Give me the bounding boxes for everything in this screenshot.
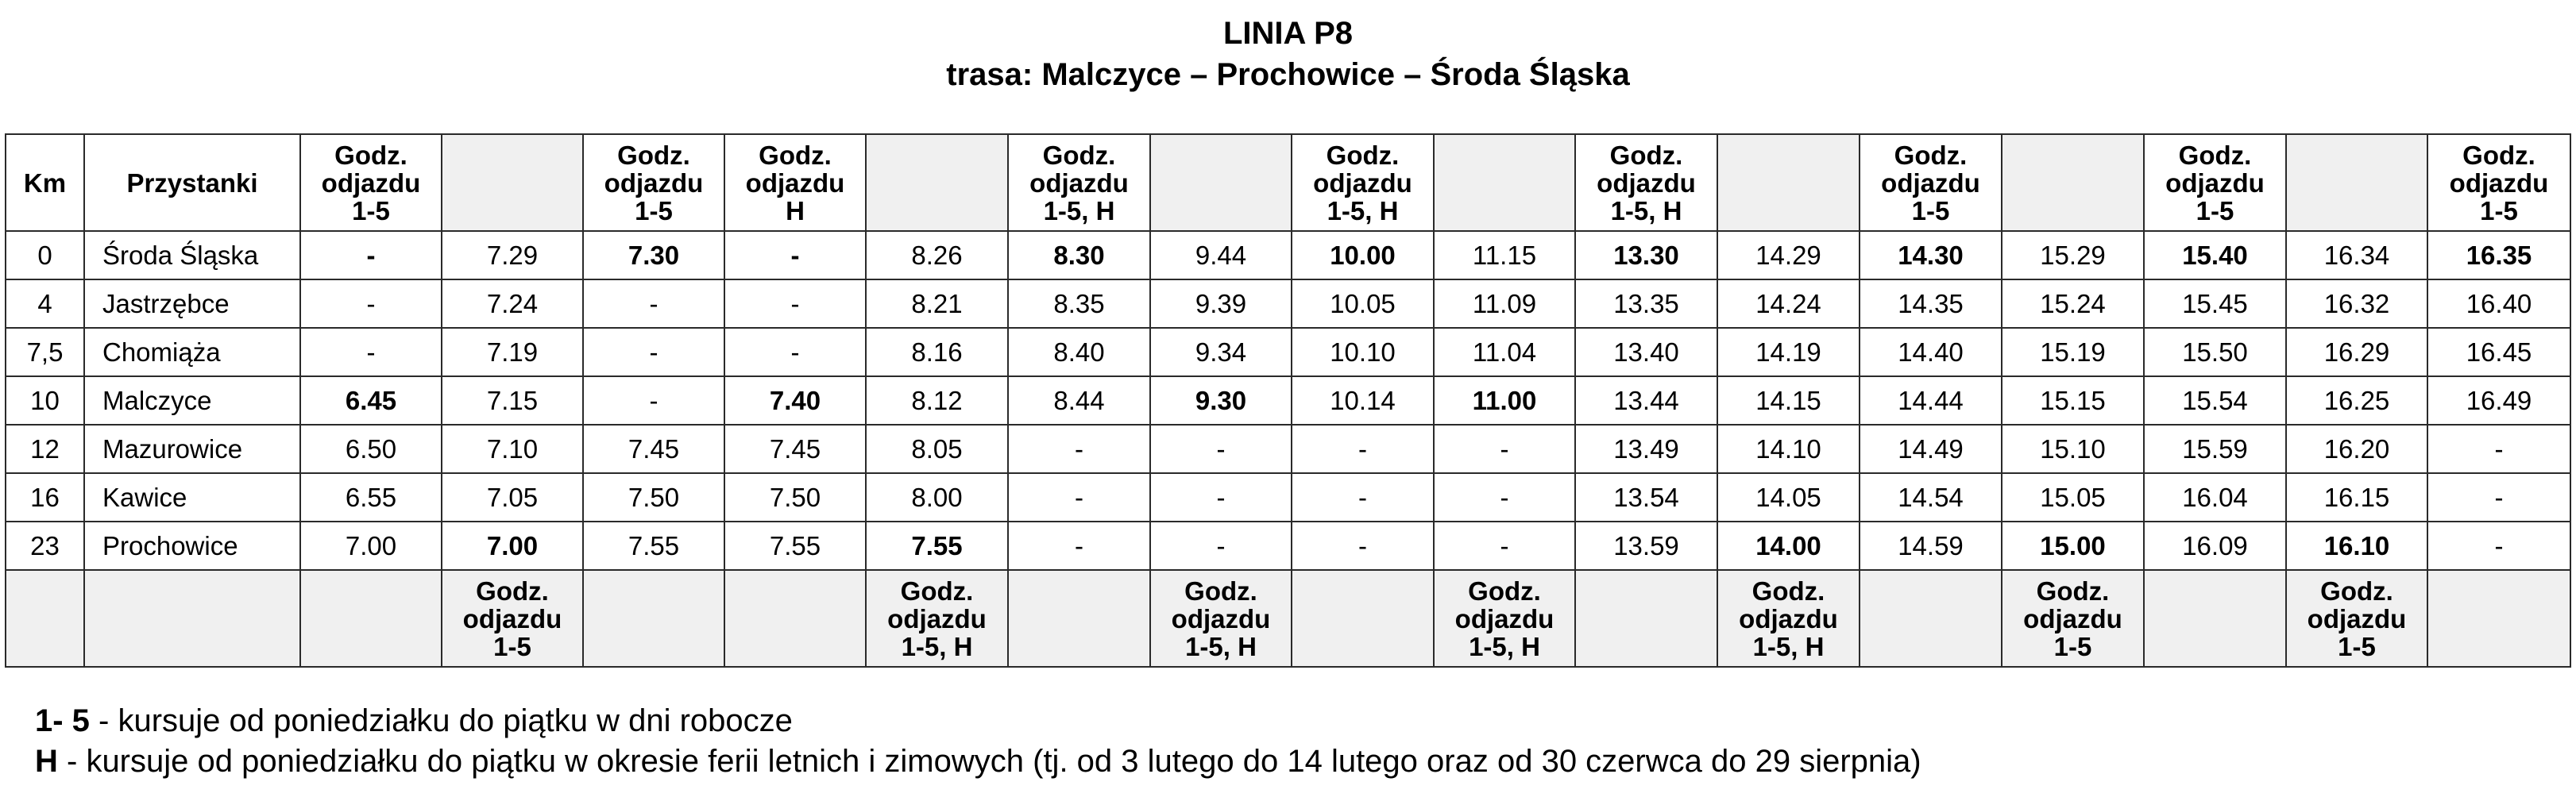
stop-name: Malczyce — [84, 376, 300, 425]
footer-blank — [6, 570, 84, 667]
table-row — [6, 231, 2570, 279]
time-cell: 13.30 — [1575, 231, 1717, 279]
km-cell: 7,5 — [6, 328, 84, 376]
time-cell: - — [1292, 522, 1434, 570]
time-cell: 16.10 — [2286, 522, 2427, 570]
time-cell: 15.24 — [2002, 279, 2144, 328]
time-cell: 14.24 — [1717, 279, 1860, 328]
table-row — [6, 328, 2570, 376]
time-cell: 8.16 — [866, 328, 1008, 376]
time-cell: 7.24 — [442, 279, 583, 328]
time-cell: 14.35 — [1860, 279, 2002, 328]
time-cell: 16.15 — [2286, 473, 2427, 522]
time-cell: 15.05 — [2002, 473, 2144, 522]
departure-header: Godz. odjazdu 1-5 — [2427, 134, 2570, 231]
time-cell: 7.55 — [583, 522, 724, 570]
km-cell: 16 — [6, 473, 84, 522]
stop-name: Jastrzębce — [84, 279, 300, 328]
table-row — [6, 522, 2570, 570]
time-cell: - — [1008, 473, 1150, 522]
time-cell: 11.00 — [1434, 376, 1575, 425]
stops-header: Przystanki — [84, 134, 300, 231]
time-cell: 8.12 — [866, 376, 1008, 425]
time-cell: - — [1434, 425, 1575, 473]
footer-blank — [724, 570, 866, 667]
time-cell: 15.29 — [2002, 231, 2144, 279]
footer-blank — [84, 570, 300, 667]
time-cell: 7.40 — [724, 376, 866, 425]
time-cell: 13.54 — [1575, 473, 1717, 522]
time-cell: - — [2427, 522, 2570, 570]
footer-blank — [2144, 570, 2286, 667]
table-row — [6, 473, 2570, 522]
time-cell: - — [1150, 473, 1292, 522]
time-cell: - — [1434, 522, 1575, 570]
time-cell: 14.05 — [1717, 473, 1860, 522]
time-cell: 16.35 — [2427, 231, 2570, 279]
time-cell: 15.54 — [2144, 376, 2286, 425]
footer-blank — [583, 570, 724, 667]
time-cell: 15.00 — [2002, 522, 2144, 570]
departure-header: Godz. odjazdu H — [724, 134, 866, 231]
time-cell: - — [1008, 522, 1150, 570]
time-cell: 16.09 — [2144, 522, 2286, 570]
time-cell: 7.15 — [442, 376, 583, 425]
page-title: LINIA P8 — [1223, 16, 1353, 51]
departure-footer: Godz. odjazdu 1-5 — [2002, 570, 2144, 667]
header-blank — [1717, 134, 1860, 231]
footer-blank — [1860, 570, 2002, 667]
route-subtitle: trasa: Malczyce – Prochowice – Środa Śląska — [946, 57, 1630, 92]
time-cell: 15.40 — [2144, 231, 2286, 279]
time-cell: 10.05 — [1292, 279, 1434, 328]
time-cell: - — [724, 328, 866, 376]
time-cell: 16.40 — [2427, 279, 2570, 328]
time-cell: 7.00 — [300, 522, 442, 570]
header-blank — [2286, 134, 2427, 231]
footer-blank — [300, 570, 442, 667]
time-cell: - — [583, 279, 724, 328]
time-cell: 16.29 — [2286, 328, 2427, 376]
time-cell: 15.50 — [2144, 328, 2286, 376]
time-cell: - — [1434, 473, 1575, 522]
time-cell: 13.35 — [1575, 279, 1717, 328]
time-cell: 14.19 — [1717, 328, 1860, 376]
header-blank — [2002, 134, 2144, 231]
time-cell: 8.00 — [866, 473, 1008, 522]
timetable — [5, 133, 2571, 668]
header-blank — [1434, 134, 1575, 231]
time-cell: 9.30 — [1150, 376, 1292, 425]
time-cell: - — [724, 279, 866, 328]
time-cell: 7.29 — [442, 231, 583, 279]
time-cell: 14.44 — [1860, 376, 2002, 425]
time-cell: 11.15 — [1434, 231, 1575, 279]
stop-name: Kawice — [84, 473, 300, 522]
time-cell: 7.45 — [724, 425, 866, 473]
time-cell: 16.34 — [2286, 231, 2427, 279]
time-cell: - — [1292, 425, 1434, 473]
legend-line-holidays — [35, 742, 1921, 780]
table-row — [6, 376, 2570, 425]
time-cell: 9.39 — [1150, 279, 1292, 328]
departure-footer: Godz. odjazdu 1-5, H — [866, 570, 1008, 667]
departure-footer: Godz. odjazdu 1-5, H — [1434, 570, 1575, 667]
time-cell: 10.14 — [1292, 376, 1434, 425]
time-cell: 10.00 — [1292, 231, 1434, 279]
time-cell: 8.21 — [866, 279, 1008, 328]
departure-header: Godz. odjazdu 1-5 — [1860, 134, 2002, 231]
footer-blank — [1292, 570, 1434, 667]
time-cell: 15.19 — [2002, 328, 2144, 376]
footer-blank — [1575, 570, 1717, 667]
time-cell: 14.10 — [1717, 425, 1860, 473]
time-cell: - — [2427, 473, 2570, 522]
time-cell: 13.44 — [1575, 376, 1717, 425]
stop-name: Środa Śląska — [84, 231, 300, 279]
time-cell: 7.00 — [442, 522, 583, 570]
header-row — [6, 134, 2570, 231]
time-cell: 11.04 — [1434, 328, 1575, 376]
time-cell: 11.09 — [1434, 279, 1575, 328]
time-cell: 6.55 — [300, 473, 442, 522]
departure-footer: Godz. odjazdu 1-5 — [442, 570, 583, 667]
time-cell: 14.15 — [1717, 376, 1860, 425]
departure-header: Godz. odjazdu 1-5 — [2144, 134, 2286, 231]
time-cell: 13.40 — [1575, 328, 1717, 376]
time-cell: 6.50 — [300, 425, 442, 473]
time-cell: 7.50 — [583, 473, 724, 522]
time-cell: 8.26 — [866, 231, 1008, 279]
time-cell: 14.30 — [1860, 231, 2002, 279]
km-header: Km — [6, 134, 84, 231]
time-cell: - — [1150, 425, 1292, 473]
time-cell: 16.45 — [2427, 328, 2570, 376]
time-cell: 16.25 — [2286, 376, 2427, 425]
time-cell: 7.30 — [583, 231, 724, 279]
time-cell: 15.10 — [2002, 425, 2144, 473]
time-cell: - — [1292, 473, 1434, 522]
time-cell: - — [583, 328, 724, 376]
time-cell: 7.55 — [866, 522, 1008, 570]
stop-name: Mazurowice — [84, 425, 300, 473]
stop-name: Prochowice — [84, 522, 300, 570]
departure-header: Godz. odjazdu 1-5, H — [1575, 134, 1717, 231]
time-cell: 15.45 — [2144, 279, 2286, 328]
header-blank — [866, 134, 1008, 231]
time-cell: 14.54 — [1860, 473, 2002, 522]
time-cell: 16.32 — [2286, 279, 2427, 328]
footer-blank — [2427, 570, 2570, 667]
time-cell: 15.15 — [2002, 376, 2144, 425]
footer-blank — [1008, 570, 1150, 667]
time-cell: 8.35 — [1008, 279, 1150, 328]
time-cell: - — [2427, 425, 2570, 473]
time-cell: - — [300, 328, 442, 376]
time-cell: 16.49 — [2427, 376, 2570, 425]
time-cell: 6.45 — [300, 376, 442, 425]
time-cell: 13.59 — [1575, 522, 1717, 570]
departure-header: Godz. odjazdu 1-5 — [300, 134, 442, 231]
departure-footer: Godz. odjazdu 1-5 — [2286, 570, 2427, 667]
stop-name: Chomiąża — [84, 328, 300, 376]
time-cell: 7.05 — [442, 473, 583, 522]
departure-header: Godz. odjazdu 1-5, H — [1008, 134, 1150, 231]
legend-line-weekdays — [35, 702, 793, 740]
departure-header: Godz. odjazdu 1-5 — [583, 134, 724, 231]
departure-footer: Godz. odjazdu 1-5, H — [1150, 570, 1292, 667]
time-cell: 7.45 — [583, 425, 724, 473]
time-cell: 16.20 — [2286, 425, 2427, 473]
time-cell: 8.44 — [1008, 376, 1150, 425]
time-cell: 9.34 — [1150, 328, 1292, 376]
table-row — [6, 425, 2570, 473]
km-cell: 4 — [6, 279, 84, 328]
time-cell: 14.29 — [1717, 231, 1860, 279]
km-cell: 0 — [6, 231, 84, 279]
time-cell: 7.19 — [442, 328, 583, 376]
time-cell: 9.44 — [1150, 231, 1292, 279]
time-cell: 16.04 — [2144, 473, 2286, 522]
time-cell: - — [1008, 425, 1150, 473]
time-cell: 8.40 — [1008, 328, 1150, 376]
time-cell: 7.50 — [724, 473, 866, 522]
footer-row — [6, 570, 2570, 667]
header-blank — [442, 134, 583, 231]
departure-header: Godz. odjazdu 1-5, H — [1292, 134, 1434, 231]
time-cell: 14.59 — [1860, 522, 2002, 570]
time-cell: - — [1150, 522, 1292, 570]
time-cell: - — [300, 279, 442, 328]
time-cell: - — [583, 376, 724, 425]
table-row — [6, 279, 2570, 328]
time-cell: - — [300, 231, 442, 279]
time-cell: 7.55 — [724, 522, 866, 570]
km-cell: 23 — [6, 522, 84, 570]
time-cell: 14.00 — [1717, 522, 1860, 570]
time-cell: 14.40 — [1860, 328, 2002, 376]
departure-footer: Godz. odjazdu 1-5, H — [1717, 570, 1860, 667]
time-cell: 8.05 — [866, 425, 1008, 473]
time-cell: 13.49 — [1575, 425, 1717, 473]
time-cell: 14.49 — [1860, 425, 2002, 473]
legend-key-weekdays: 1- 5 — [35, 703, 90, 738]
legend-key-holidays: H — [35, 744, 58, 779]
legend-text-holidays: - kursuje od poniedziałku do piątku w okresie ferii letnich i zimowych (tj. od 3 lutego do 14 lutego oraz od 30 czerwca do 29 sierpnia) — [57, 744, 1921, 779]
time-cell: 10.10 — [1292, 328, 1434, 376]
header-blank — [1150, 134, 1292, 231]
time-cell: 7.10 — [442, 425, 583, 473]
time-cell: 15.59 — [2144, 425, 2286, 473]
legend-text-weekdays: - kursuje od poniedziałku do piątku w dni robocze — [89, 703, 793, 738]
time-cell: - — [724, 231, 866, 279]
km-cell: 10 — [6, 376, 84, 425]
km-cell: 12 — [6, 425, 84, 473]
time-cell: 8.30 — [1008, 231, 1150, 279]
